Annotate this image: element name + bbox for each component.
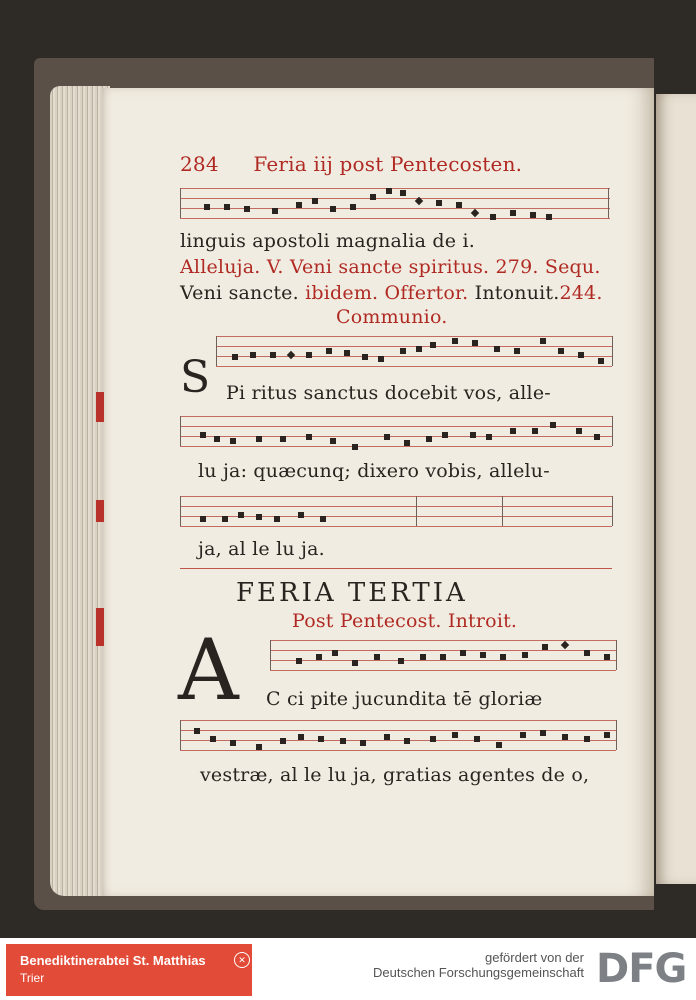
lyric-line: linguis apostoli magnalia de i. <box>180 230 475 252</box>
music-staff <box>270 640 616 670</box>
rubric-line: Veni sancte. ibidem. Offertor. Intonuit.244. <box>180 282 603 304</box>
initial-letter-a: A <box>178 621 239 719</box>
emblem-icon: ✕ <box>234 952 250 968</box>
lyric-line: ja, al le lu ja. <box>198 538 325 560</box>
page-tab-marker <box>96 500 104 522</box>
dfg-logo[interactable]: DFG <box>596 946 687 992</box>
page-number: 284 <box>180 152 219 176</box>
music-staff <box>216 336 612 366</box>
page-header <box>180 152 620 176</box>
page-tab-marker <box>96 392 104 422</box>
institution-city: Trier <box>20 971 45 985</box>
section-subtitle: Post Pentecost. Introit. <box>292 610 518 632</box>
music-staff <box>180 416 612 446</box>
lyric-line: lu ja: quæcunq; dixero vobis, allelu- <box>198 460 550 482</box>
lyric-line: vestræ, al le lu ja, gratias agentes de o, <box>200 764 590 786</box>
funding-line: Deutschen Forschungsgemeinschaft <box>372 965 584 980</box>
communio-heading: Communio. <box>336 306 448 328</box>
section-title: FERIA TERTIA <box>236 578 468 608</box>
rubric-line: Alleluja. V. Veni sancte spiritus. 279. Sequ. <box>180 256 601 278</box>
lyric-line: C ci pite jucundita tē gloriæ <box>266 688 543 710</box>
running-title: Feria iij post Pentecosten. <box>253 152 523 176</box>
initial-letter-s: S <box>180 352 211 403</box>
section-divider <box>180 568 612 569</box>
page-edges <box>50 86 110 896</box>
music-staff <box>180 188 610 218</box>
music-staff <box>180 496 612 526</box>
page-tab-marker <box>96 608 104 646</box>
institution-name: Benediktinerabtei St. Matthias <box>20 953 206 968</box>
lyric-line: Pi ritus sanctus docebit vos, alle- <box>226 382 551 404</box>
funding-notice <box>373 950 584 980</box>
music-staff <box>180 720 616 750</box>
institution-badge[interactable] <box>6 944 252 996</box>
funding-line: gefördert von der <box>484 950 584 965</box>
facing-page-edge <box>656 94 696 884</box>
